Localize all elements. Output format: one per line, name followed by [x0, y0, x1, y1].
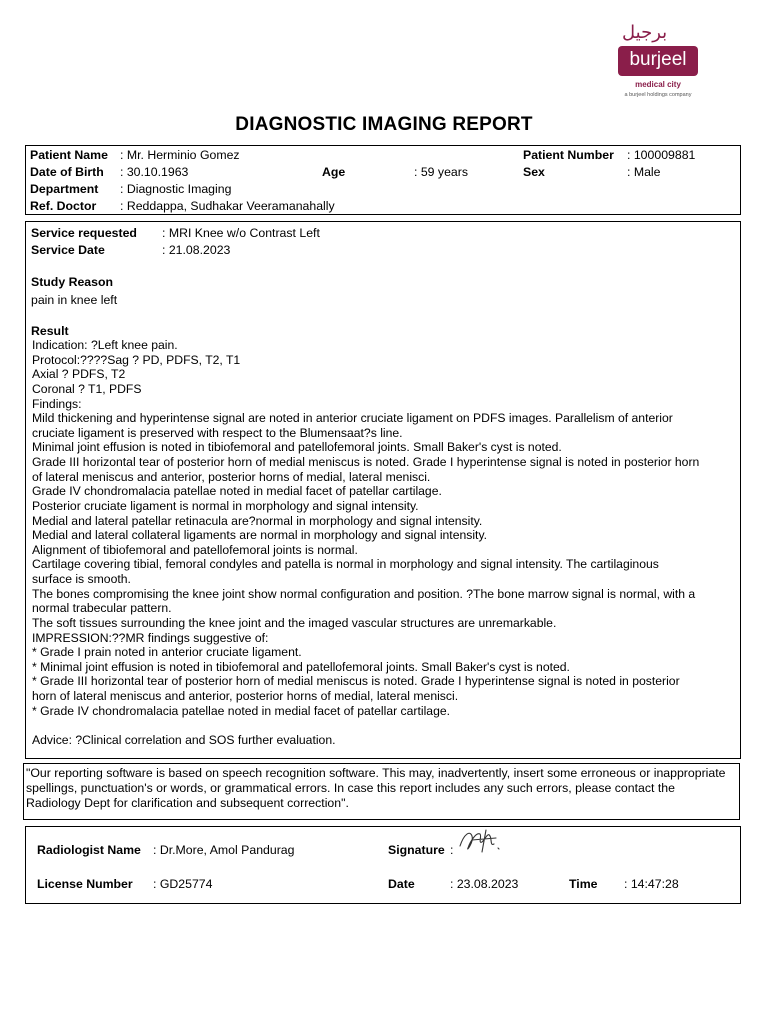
report-date-label: Date	[388, 877, 415, 891]
burjeel-logo	[610, 22, 706, 104]
result-line: Findings:	[32, 396, 82, 411]
study-reason-label: Study Reason	[31, 275, 113, 289]
result-line: Grade IV chondromalacia patellae noted in medial facet of patellar cartilage.	[32, 484, 442, 499]
dob-value: : 30.10.1963	[120, 165, 189, 179]
radiologist-name-value: : Dr.More, Amol Pandurag	[153, 843, 295, 857]
result-line: Mild thickening and hyperintense signal are noted in anterior cruciate ligament on PDFS images. Parallelism of anterior	[32, 411, 673, 426]
result-line: Advice: ?Clinical correlation and SOS further evaluation.	[32, 732, 336, 747]
result-line: of lateral meniscus and anterior, posterior horns of medial, lateral menisci.	[32, 469, 431, 484]
signature-image	[452, 826, 508, 860]
radiologist-name-label: Radiologist Name	[37, 843, 141, 857]
result-line: Grade III horizontal tear of posterior horn of medial meniscus is noted. Grade I hyperintense signal is noted in posterior horn	[32, 455, 700, 469]
report-time-value: : 14:47:28	[624, 877, 679, 891]
result-line: The soft tissues surrounding the knee joint and the imaged vascular structures are unremarkable.	[32, 615, 557, 630]
ref-doctor-label: Ref. Doctor	[30, 199, 97, 213]
result-line: * Grade I prain noted in anterior cruciate ligament.	[32, 645, 302, 660]
result-line: Protocol:????Sag ? PD, PDFS, T2, T1	[32, 352, 241, 367]
result-line: * Grade III horizontal tear of posterior horn of medial meniscus is noted. Grade I hyperintense signal is noted in posterior	[32, 674, 680, 689]
logo-subname: medical city	[635, 80, 681, 89]
patient-name-label: Patient Name	[30, 148, 108, 162]
report-time-label: Time	[569, 877, 598, 891]
result-line: IMPRESSION:??MR findings suggestive of:	[32, 630, 269, 645]
result-line: * Minimal joint effusion is noted in tibiofemoral and patellofemoral joints. Small Baker's cyst is noted.	[32, 659, 570, 674]
ref-doctor-value: : Reddappa, Sudhakar Veeramanahally	[120, 199, 335, 213]
result-line: normal trabecular pattern.	[32, 601, 172, 616]
age-value: : 59 years	[414, 165, 468, 179]
result-line: Axial ? PDFS, T2	[32, 367, 126, 382]
patient-name-value: : Mr. Herminio Gomez	[120, 148, 240, 162]
result-line: The bones compromising the knee joint show normal configuration and position. ?The bone marrow signal is normal, with a	[32, 586, 696, 601]
dob-label: Date of Birth	[30, 165, 104, 179]
department-label: Department	[30, 182, 99, 196]
logo-badge	[618, 46, 698, 76]
result-line: Medial and lateral collateral ligaments are normal in morphology and signal intensity.	[32, 528, 488, 543]
result-line: horn of lateral meniscus and anterior, posterior horns of medial, lateral menisci.	[32, 689, 459, 703]
disclaimer-text: "Our reporting software is based on speech recognition software. This may, inadvertently, insert some erroneous or inappropriate spellings, punctuation's or words, or grammatical errors. In case this report includes any such errors, please contact the Radiology Dept for clarification and subsequent correction".	[26, 766, 726, 810]
logo-arabic-text: برجيل	[622, 22, 668, 43]
result-line	[32, 718, 740, 733]
patient-number-label: Patient Number	[523, 148, 614, 162]
result-line: cruciate ligament is preserved with respect to the Blumensaat?s line.	[32, 425, 403, 440]
result-text	[32, 338, 740, 747]
report-title: DIAGNOSTIC IMAGING REPORT	[235, 114, 533, 135]
result-line: surface is smooth.	[32, 572, 131, 586]
license-number-value: : GD25774	[153, 877, 213, 891]
sex-label: Sex	[523, 165, 545, 179]
license-number-label: License Number	[37, 877, 133, 891]
result-line: Cartilage covering tibial, femoral condyles and patella is normal in morphology and signal intensity. The cartilaginous	[32, 557, 659, 572]
patient-number-value: : 100009881	[627, 148, 696, 162]
signature-colon: :	[450, 843, 454, 857]
service-requested-label: Service requested	[31, 226, 137, 240]
logo-name: burjeel	[629, 49, 687, 70]
study-reason-value: pain in knee left	[31, 293, 118, 307]
department-value: : Diagnostic Imaging	[120, 182, 232, 196]
result-label: Result	[31, 324, 69, 338]
age-label: Age	[322, 165, 346, 179]
result-line: * Grade IV chondromalacia patellae noted in medial facet of patellar cartilage.	[32, 703, 451, 718]
service-date-value: : 21.08.2023	[162, 243, 231, 257]
logo-tagline: a burjeel holdings company	[624, 92, 692, 98]
result-line: Medial and lateral patellar retinacula are?normal in morphology and signal intensity.	[32, 513, 483, 528]
sex-value: : Male	[627, 165, 661, 179]
result-line: Indication: ?Left knee pain.	[32, 338, 178, 352]
signature-label: Signature	[388, 843, 445, 857]
radiologist-box	[25, 826, 741, 904]
result-line: Posterior cruciate ligament is normal in morphology and signal intensity.	[32, 498, 419, 513]
result-line: Coronal ? T1, PDFS	[32, 381, 142, 396]
service-requested-value: : MRI Knee w/o Contrast Left	[162, 226, 320, 240]
result-line: Alignment of tibiofemoral and patellofemoral joints is normal.	[32, 542, 358, 557]
result-line: Minimal joint effusion is noted in tibiofemoral and patellofemoral joints. Small Baker's cyst is noted.	[32, 440, 562, 455]
report-date-value: : 23.08.2023	[450, 877, 519, 891]
service-date-label: Service Date	[31, 243, 105, 257]
